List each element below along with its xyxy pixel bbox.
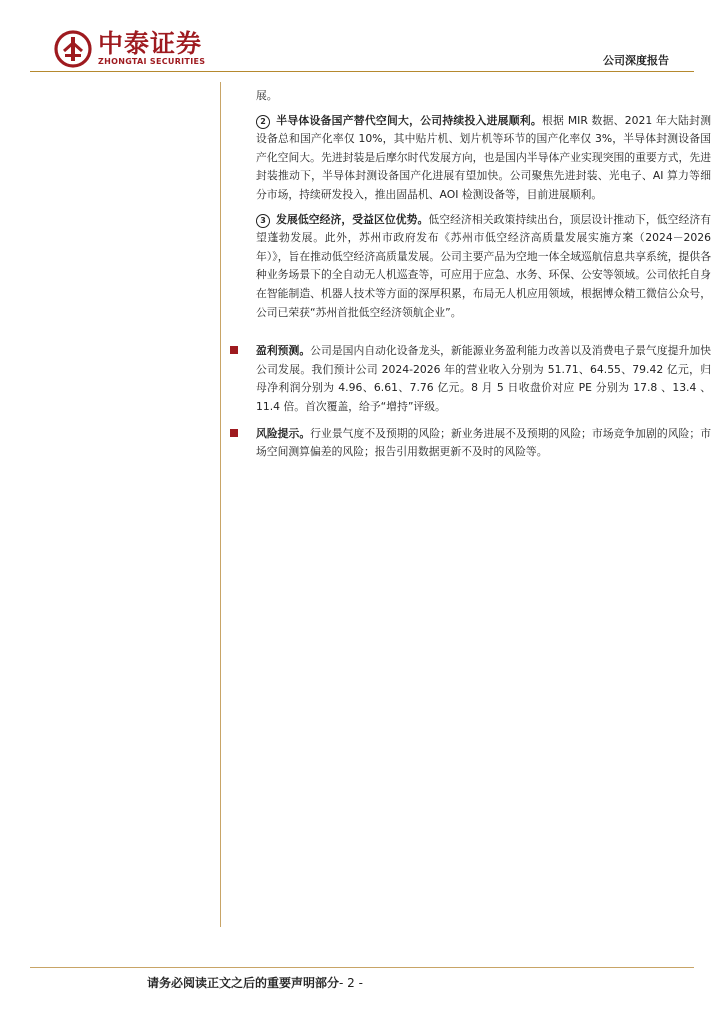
footer [147,974,363,991]
bullet-title: 盈利预测。 [256,344,311,358]
footer-divider [30,967,694,968]
bullet-title: 风险提示。 [256,426,311,440]
profit-forecast-bullet [256,342,711,416]
bullet-square-icon [230,429,238,437]
bullet-text: 公司是国内自动化设备龙头，新能源业务盈利能力改善以及消费电子景气度提升加快公司发展。我们预计公司 2024-2026 年的营业收入分别为 51.71、64.55、79.42 亿元，归母净利润分别为 4.96、6.61、7.76 亿元。8 月 5 日收盘价对应 PE 分别为 17.8 、13.4 、11.4 倍。首次覆盖，给予“增持”评级。 [256,344,711,413]
footer-disclaimer: 请务必阅读正文之后的重要声明部分 [147,976,340,990]
point-2-title: 半导体设备国产替代空间大，公司持续投入进展顺利。 [276,113,542,127]
main-content [256,87,711,462]
point-3-paragraph [256,211,711,323]
bullet-text: 行业景气度不及预期的风险；新业务进展不及预期的风险；市场竞争加剧的风险；市场空间测算偏差的风险；报告引用数据更新不及时的风险等。 [256,426,711,459]
logo-english-name: ZHONGTAI SECURITIES [98,57,206,66]
point-2-number: 2 [256,115,270,129]
company-logo [54,30,205,68]
risk-warning-bullet [256,425,711,462]
bullet-square-icon [230,346,238,354]
point-3-text: 低空经济相关政策持续出台，顶层设计推动下，低空经济有望蓬勃发展。此外，苏州市政府发布《苏州市低空经济高质量发展实施方案（2024－2026 年）》，旨在推动低空经济高质量发展。公司主要产品为空地一体全域巡航信息共享系统，提供各种业务场景下的全自动无人机巡查等，可应用于应急、水务、环保、公安等领域。公司依托自身在智能制造、机器人技术等方面的深厚积累，布局无人机应用领域，根据博众精工微信公众号，公司已荣获“苏州首批低空经济领航企业”。 [256,212,711,319]
continuation-text: 展。 [256,89,278,102]
point-3-number: 3 [256,214,270,228]
header-divider [30,71,694,72]
page-number: - 2 - [339,976,363,990]
left-column-rule [220,82,221,927]
zhongtai-logo-icon [54,30,92,68]
point-2-paragraph [256,112,711,205]
logo-chinese-name: 中泰证券 [98,29,203,58]
point-2-text: 根据 MIR 数据、2021 年大陆封测设备总和国产化率仅 10%，其中贴片机、划片机等环节的国产化率仅 3%，半导体封测设备国产化空间大。先进封装是后摩尔时代发展方向，也是国内半导体产业实现突围的重要方式，先进封装推动下，半导体封测设备国产化进展有望加快。公司聚焦先进封装、光电子、AI 算力等细分市场，持续研发投入，推出固晶机、AOI 检测设备等，目前进展顺利。 [256,113,711,201]
report-type-label: 公司深度报告 [603,54,669,67]
point-3-title: 发展低空经济，受益区位优势。 [276,212,429,226]
